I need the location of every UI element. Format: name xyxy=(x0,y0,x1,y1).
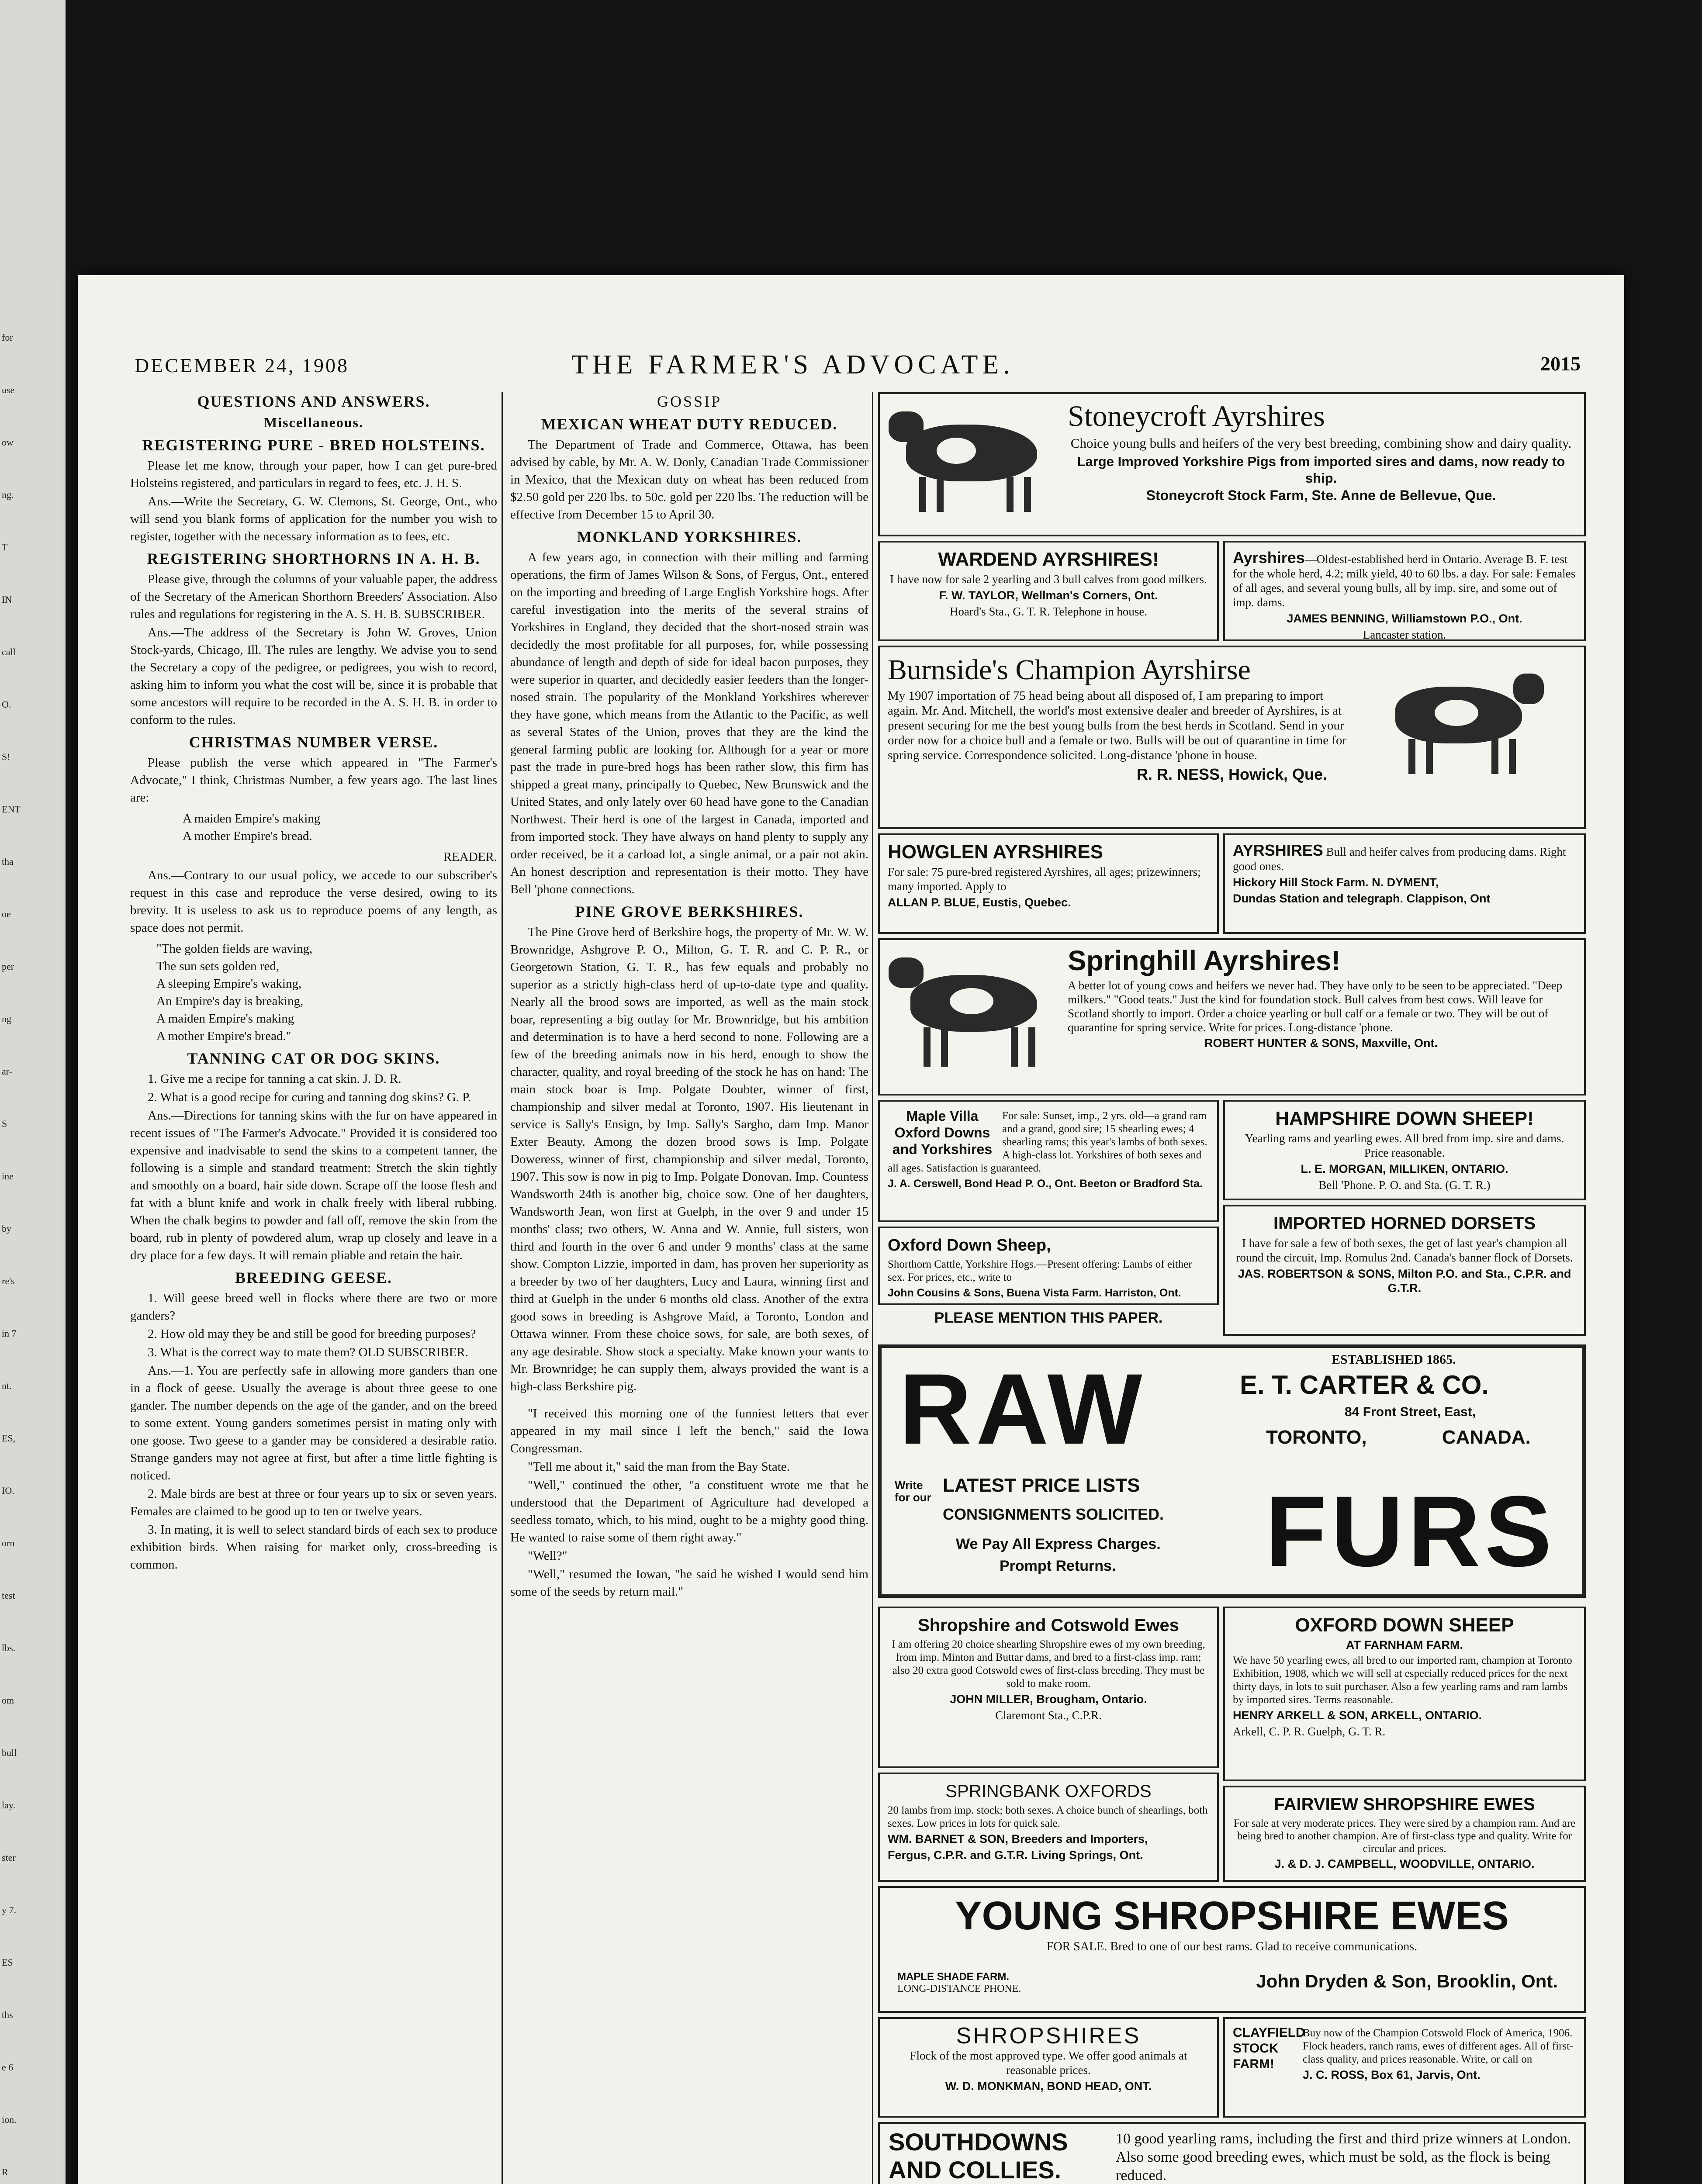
article-heading: PINE GROVE BERKSHIRES. xyxy=(575,903,804,920)
established-line: ESTABLISHED 1865. xyxy=(1332,1352,1456,1367)
express-charges: We Pay All Express Charges. xyxy=(956,1536,1161,1552)
page-header xyxy=(135,349,1581,380)
price-lists: LATEST PRICE LISTS xyxy=(943,1475,1140,1496)
article-paragraph: 1. Will geese breed well in flocks where there are two or more ganders? xyxy=(130,1291,497,1323)
article-paragraph: A few years ago, in connection with their milling and farming operations, the firm of James Wilson & Sons, of Fergus, Ont., entered on the importing and breeding of Large English Yorkshire hogs. After careful investigation into the merits of the several strains of Yorkshires in England, they decided that the short-nosed strain was decidedly the most profitable for all purposes, for, while possessing abundance of length and depth of side for ideal bacon purposes, they were superior in quarter, and decidedly easier feeders than the longer-nosed strain. The popularity of the Monkland Yorkshires wherever they have gone, which means from the Atlantic to the Pacific, as well as several States of the Union, proves that they are the kind the general farming public are looking for. Although for a year or more past the trade in pure-bred hogs has been rather slow, this firm has shipped a great many, principally to Quebec, New Brunswick and the United States, and only lately over 60 head have gone to the Canadian Northwest. Their herd is one of the largest in Canada, imported and from imported stock. They have always on hand plenty to supply any order received, be it a carload lot, a single animal, or a pair not akin. An honest description and representation is their motto. They have Bell 'phone connections. xyxy=(510,550,868,896)
article-heading: TANNING CAT OR DOG SKINS. xyxy=(187,1050,440,1067)
fragment-text: ster xyxy=(2,1852,16,1863)
fragment-text: ng. xyxy=(2,489,14,500)
fragment-text: lbs. xyxy=(2,1642,16,1653)
article-paragraph: "I received this morning one of the funniest letters that ever appeared in my mail since I left the bench," said the Iowa Congressman. xyxy=(510,1406,868,1455)
ad-footer: JAMES BENNING, Williamstown P.O., Ont. xyxy=(1287,612,1522,625)
article-paragraph: Ans.—Write the Secretary, G. W. Clemons, St. George, Ont., who will send you blank forms of application for the number you wish to register, together with the necessary information as to fees, etc. xyxy=(130,494,497,543)
fragment-text: O. xyxy=(2,699,11,710)
ad-text: Choice young bulls and heifers of the very best breeding, combining show and dairy quality. xyxy=(1070,435,1572,451)
ad-text: 10 good yearling rams, including the first and third prize winners at London. Also some good breeding ewes, which must be sold, as the flock is being reduced. xyxy=(1116,2131,1571,2184)
fragment-text: ES, xyxy=(2,1433,16,1444)
ad-title: FAIRVIEW SHROPSHIRE EWES xyxy=(1274,1795,1535,1814)
fragment-text: ENT xyxy=(2,804,21,815)
fragment-text: S xyxy=(2,1118,7,1129)
article-paragraph: READER. xyxy=(443,850,497,864)
ad-footer: Dundas Station and telegraph. Clappison, Ont xyxy=(1233,892,1491,905)
fragment-text: ow xyxy=(2,437,14,448)
ad-southdowns-collies xyxy=(878,2122,1586,2184)
fragment-text: per xyxy=(2,961,14,972)
ad-text: Bull and heifer calves from producing dams. Right good ones. xyxy=(1233,845,1566,873)
ad-footer: Stoneycroft Stock Farm, Ste. Anne de Bellevue, Que. xyxy=(1146,487,1496,503)
cow-illustration xyxy=(1369,665,1535,778)
fragment-text: ng xyxy=(2,1013,11,1024)
ad-title: WARDEND AYRSHIRES! xyxy=(938,549,1159,570)
fragment-text: call xyxy=(2,646,16,657)
fragment-text: lay. xyxy=(2,1800,15,1811)
ad-title: OXFORD DOWN SHEEP xyxy=(1295,1614,1514,1636)
ad-footer: Fergus, C.P.R. and G.T.R. Living Springs, Ont. xyxy=(888,1849,1143,1862)
ad-footer: John Dryden & Son, Brooklin, Ont. xyxy=(1256,1971,1558,1991)
column-divider xyxy=(872,392,873,2184)
ad-title: IMPORTED HORNED DORSETS xyxy=(1273,1214,1536,1233)
ad-footer: R. R. NESS, Howick, Que. xyxy=(1136,765,1328,783)
ad-hickory-hill xyxy=(1223,833,1586,934)
fragment-text: ES xyxy=(2,1957,13,1968)
ad-footer: J. A. Cerswell, Bond Head P. O., Ont. Beeton or Bradford Sta. xyxy=(888,1178,1203,1190)
article-paragraph: "Well," resumed the Iowan, "he said he wished I would send him some of the seeds by return mail." xyxy=(510,1567,868,1599)
article-heading: REGISTERING PURE - BRED HOLSTEINS. xyxy=(142,436,485,454)
ad-text: Shorthorn Cattle, Yorkshire Hogs.—Present offering: Lambs of either sex. For prices, etc., write to xyxy=(888,1258,1192,1283)
ad-text: We have 50 yearling ewes, all bred to our imported ram, champion at Toronto Exhibition, 1908, which we will sell at especially reduced prices for the next thirty days, in lots to suit purchaser. Also a few yearling rams and ram lambs by imported sires. Terms reasonable. xyxy=(1233,1655,1572,1706)
ad-title: SOUTHDOWNS AND COLLIES. xyxy=(889,2128,1068,2184)
column-questions-answers xyxy=(130,392,497,1574)
ad-footer: Claremont Sta., C.P.R. xyxy=(995,1709,1102,1722)
article-paragraph: "Tell me about it," said the man from the Bay State. xyxy=(528,1460,790,1474)
fragment-text: S! xyxy=(2,751,10,762)
verse-lines: "The golden fields are waving, The sun sets golden red, A sleeping Empire's waking, An Empire's day is breaking, A maiden Empire's making A mother Empire's bread." xyxy=(156,942,313,1043)
fragment-text: test xyxy=(2,1590,15,1601)
ad-springbank xyxy=(878,1773,1219,1882)
mention-paper-notice: PLEASE MENTION THIS PAPER. xyxy=(934,1310,1163,1326)
article-paragraph: 3. In mating, it is well to select standard birds of each sex to produce exhibition birds. When raising for market only, cross-breeding is common. xyxy=(130,1523,497,1572)
ad-title: Burnside's Champion Ayrshirse xyxy=(888,654,1251,686)
ad-horned-dorsets xyxy=(1223,1205,1586,1336)
ad-title: Springhill Ayrshires! xyxy=(1068,945,1341,976)
fragment-text: orn xyxy=(2,1538,15,1548)
ad-text: Hickory Hill Stock Farm. N. DYMENT, xyxy=(1233,876,1439,889)
ad-text: Buy now of the Champion Cotswold Flock of America, 1906. Flock headers, ranch rams, ewes of different ages. All of first-class quality, and prices reasonable. Write, or call on xyxy=(1303,2027,1574,2065)
ad-burnside xyxy=(878,646,1586,829)
ad-title: Oxford Down Sheep, xyxy=(888,1236,1051,1254)
fragment-text: by xyxy=(2,1223,11,1234)
company-name: E. T. CARTER & CO. xyxy=(1240,1370,1489,1400)
article-paragraph: "Well?" xyxy=(528,1549,567,1563)
cow-illustration xyxy=(889,407,1055,516)
ad-text: Large Improved Yorkshire Pigs from imported sires and dams, now ready to ship. xyxy=(1077,454,1565,486)
ad-footer: Bell 'Phone. P. O. and Sta. (G. T. R.) xyxy=(1318,1178,1491,1192)
adjacent-page-fragment xyxy=(0,0,66,2184)
fragment-text: om xyxy=(2,1695,14,1706)
article-paragraph: Please give, through the columns of your valuable paper, the address of the Secretary of the American Shorthorn Breeders' Association. Also rules and regulations for registering in the A. S. H. B. SUBSCRIBER. xyxy=(130,572,497,621)
ad-title: SHROPSHIRES xyxy=(956,2023,1141,2049)
ad-footer: J. C. ROSS, Box 61, Jarvis, Ont. xyxy=(1303,2068,1481,2081)
ad-footer: John Cousins & Sons, Buena Vista Farm. Harriston, Ont. xyxy=(888,1287,1181,1299)
ad-text: Flock of the most approved type. We offer good animals at reasonable prices. xyxy=(910,2049,1187,2077)
article-paragraph: Ans.—The address of the Secretary is John W. Groves, Union Stock-yards, Chicago, Ill. The rules are lengthy. We advise you to send the Secretary a copy of the pedigree, or pedigrees, you wish to record, asking him to inform you what the cost will be, since it is probable that some ancestors will require to be recorded in the A. S. H. B. in order to conform to the rules. xyxy=(130,625,497,727)
write-prompt: Write for our xyxy=(895,1479,931,1504)
ad-title: HOWGLEN AYRSHIRES xyxy=(888,841,1104,863)
ad-stoneycroft xyxy=(878,392,1586,536)
article-heading: MEXICAN WHEAT DUTY REDUCED. xyxy=(541,415,838,433)
fragment-text: ths xyxy=(2,2009,13,2020)
ad-fairview xyxy=(1223,1786,1586,1882)
fragment-text: tha xyxy=(2,856,14,867)
section-title: QUESTIONS AND ANSWERS. xyxy=(197,393,430,410)
fragment-text: in 7 xyxy=(2,1328,17,1339)
issue-date: DECEMBER 24, 1908 xyxy=(135,354,349,377)
advertisements-area xyxy=(878,392,1586,2184)
fragment-text: re's xyxy=(2,1275,15,1286)
ad-maple-villa xyxy=(878,1100,1219,1222)
phone-note: LONG-DISTANCE PHONE. xyxy=(897,1983,1021,1994)
article-paragraph: Ans.—Contrary to our usual policy, we accede to our subscriber's request in this case and reproduce the verse desired, owing to its brevity. It is useless to ask us to reproduce poems of any length, as space does not permit. xyxy=(130,868,497,935)
ad-text: For sale: 75 pure-bred registered Ayrshires, all ages; prizewinners; many imported. Apply to xyxy=(888,865,1201,893)
ad-title: CLAYFIELD STOCK FARM! xyxy=(1233,2025,1305,2071)
ad-text: FOR SALE. Bred to one of our best rams. Glad to receive communications. xyxy=(1046,1940,1418,1953)
ad-title: Shropshire and Cotswold Ewes xyxy=(918,1616,1179,1635)
ad-footer: JOHN MILLER, Brougham, Ontario. xyxy=(950,1693,1147,1706)
ad-footer: Lancaster station. xyxy=(1363,628,1446,641)
ad-wardend xyxy=(878,541,1219,641)
ad-clayfield xyxy=(1223,2017,1586,2118)
verse-lines: A maiden Empire's making A mother Empire's bread. xyxy=(183,812,321,843)
fragment-text: R xyxy=(2,2167,8,2177)
ad-text: I am offering 20 choice shearling Shropshire ewes of my own breeding, from imp. Minton and Buttar dams, and bred to a first-class imp. ram; also 20 extra good Cotswold ewes of first-class breeding. They must be sold to make room. xyxy=(892,1638,1205,1690)
ad-title: Stoneycroft Ayrshires xyxy=(1068,399,1325,432)
consignments: CONSIGNMENTS SOLICITED. xyxy=(943,1505,1164,1523)
ad-title: AYRSHIRES xyxy=(1233,841,1323,859)
ad-subtitle: AT FARNHAM FARM. xyxy=(1346,1638,1463,1652)
fragment-text: oe xyxy=(2,909,11,919)
cow-illustration xyxy=(889,957,1055,1071)
ad-text: A better lot of young cows and heifers we never had. They have only to be seen to be appreciated. "Deep milkers." "Good teats." Just the kind for foundation stock. Bull calves from best cows. Will leave for Scotland shortly to import. Order a choice yearling or bull calf or a female or two. They will be out of quarantine for spring service. Write for prices. Long-distance 'phone. xyxy=(1068,979,1563,1034)
ad-footer: JAS. ROBERTSON & SONS, Milton P.O. and Sta., C.P.R. and G.T.R. xyxy=(1238,1267,1571,1295)
column-gossip xyxy=(510,392,868,1601)
fragment-text: y 7. xyxy=(2,1904,16,1915)
company-city: TORONTO, CANADA. xyxy=(1266,1427,1531,1448)
ad-title: Ayrshires xyxy=(1233,549,1305,567)
masthead-title: THE FARMER'S ADVOCATE. xyxy=(571,350,1014,380)
fragment-text: nt. xyxy=(2,1380,12,1391)
ad-shropshire-cotswold xyxy=(878,1607,1219,1768)
ad-text: I have for sale a few of both sexes, the get of last year's champion all round the circuit, Imp. Romulus 2nd. Canada's banner flock of Dorsets. xyxy=(1236,1237,1573,1264)
article-paragraph: 3. What is the correct way to mate them? OLD SUBSCRIBER. xyxy=(148,1345,469,1359)
fragment-text: T xyxy=(2,542,8,553)
ad-footer: WM. BARNET & SON, Breeders and Importers, xyxy=(888,1832,1148,1845)
article-paragraph: Please let me know, through your paper, how I can get pure-bred Holsteins registered, and particulars in regard to fees, etc. J. H. S. xyxy=(130,459,497,490)
ad-footer: F. W. TAYLOR, Wellman's Corners, Ont. xyxy=(939,589,1158,602)
ad-text: My 1907 importation of 75 head being about all disposed of, I am preparing to import again. Mr. And. Mitchell, the world's most extensive dealer and breeder of Ayrshires, is at present securing for me the best young bulls from the best herds in Scotland. Send in your order now for a choice bull and a female or two. Bulls will be out of quarantine in time for spring service. Correspondence solicited. Long-distance 'phone in house. xyxy=(888,689,1347,762)
company-address: 84 Front Street, East, xyxy=(1345,1405,1476,1419)
article-paragraph: Please publish the verse which appeared in "The Farmer's Advocate," I think, Christmas Number, a few years ago. The last lines are: xyxy=(130,756,497,805)
article-paragraph: Ans.—Directions for tanning skins with the fur on have appeared in recent issues of "The Farmer's Advocate." Provided it is considered too expensive and inadvisable to send the skins to a competent tanner, the following is a simple and standard treatment: Stretch the skin tightly and smoothly on a board, hair side down. Scrape off the loose flesh and fat with a blunt knife and work in chalk freely with liberal rubbing. When the chalk begins to powder and fall off, remove the skin from the board, rub in plenty of powdered alum, wrap up closely and leave in a dry place for a few days. It will remain pliable and retain the hair. xyxy=(130,1109,497,1262)
article-paragraph: 2. How old may they be and still be good for breeding purposes? xyxy=(148,1327,476,1341)
article-paragraph: 1. Give me a recipe for tanning a cat skin. J. D. R. xyxy=(148,1072,401,1086)
ad-title: Maple Villa Oxford Downs and Yorkshires xyxy=(892,1108,993,1157)
fragment-text: e 6 xyxy=(2,2062,14,2073)
gossip-title: GOSSIP xyxy=(657,393,722,410)
ad-title: YOUNG SHROPSHIRE EWES xyxy=(955,1894,1509,1938)
ad-carter-raw-furs xyxy=(878,1344,1586,1598)
fragment-text: IN xyxy=(2,594,12,605)
ad-title: SPRINGBANK OXFORDS xyxy=(945,1782,1152,1801)
raw-headline: RAW xyxy=(899,1353,1147,1465)
fragment-text: ine xyxy=(2,1171,14,1182)
fragment-text: ion. xyxy=(2,2114,17,2125)
ad-footer: HENRY ARKELL & SON, ARKELL, ONTARIO. xyxy=(1233,1709,1482,1722)
ad-text: 20 lambs from imp. stock; both sexes. A choice bunch of shearlings, both sexes. Low prices in lots for quick sale. xyxy=(888,1804,1208,1829)
ad-oxford-cousins xyxy=(878,1227,1219,1305)
ad-benning-ayrshires xyxy=(1223,541,1586,641)
article-paragraph: "Well," continued the other, "a constituent wrote me that he understood that the Department of Agriculture had developed a seedless tomato, which, to his mind, ought to be a mighty good thing. He wanted to raise some of them right away." xyxy=(510,1478,868,1545)
fragment-text: bull xyxy=(2,1747,17,1758)
ad-text: For sale at very moderate prices. They were sired by a champion ram. And are being bred to another champion. Are of first-class type and quality. Write for circular and prices. xyxy=(1233,1818,1576,1855)
ad-footer: L. E. MORGAN, MILLIKEN, ONTARIO. xyxy=(1301,1162,1508,1175)
article-heading: MONKLAND YORKSHIRES. xyxy=(577,528,802,546)
article-heading: REGISTERING SHORTHORNS IN A. H. B. xyxy=(147,550,481,567)
fragment-text: IO. xyxy=(2,1485,14,1496)
fragment-text: for xyxy=(2,332,13,343)
ad-monkman-shropshires xyxy=(878,2017,1219,2118)
article-paragraph: 2. What is a good recipe for curing and tanning dog skins? G. P. xyxy=(148,1090,471,1104)
fragment-text: use xyxy=(2,384,15,395)
ad-footer: Hoard's Sta., G. T. R. Telephone in house. xyxy=(949,605,1148,618)
article-separator xyxy=(510,1396,868,1405)
article-paragraph: The Pine Grove herd of Berkshire hogs, the property of Mr. W. W. Brownridge, Ashgrove P. O., Milton, G. T. R. and C. P. R., or Georgetown Station, G. T. R., has few equals and probably no superior as a strictly high-class herd of up-to-date type and quality. Nearly all the brood sows are imported, as well as the main stock boar, representing a big outlay for Mr. Brownridge, but his ambition and determination is to have a herd second to none. Following are a few of the breeding animals now in his herd, enough to show the character, quality, and royal breeding of the stock he has on hand: The main stock boar is Imp. Polgate Doubter, winner of first, championship and silver medal at Toronto, 1907. His lieutenant in service is Sally's Ensign, by Imp. Sally's Sargho, dam Imp. Manor Exter Beauty. Among the dozen brood sows is Imp. Polgate Doweress, winner of first, championship and silver medal, Toronto, 1907. This sow is now in pig to Imp. Polgate Donovan. Imp. Countess Wandsworth 24th is another big, choice sow. One of her daughters, Wandsworth Jean, won first at Guelph, in the over 9 and under 15 months' class; two others, W. Anna and W. Annie, full sisters, won third and fourth in the over 6 and under 9 months' class at the same show. Compton Lizzie, imported in dam, has proven her superiority as a breeder by two of her daughters, Lucy and Laura, winning first and third at Guelph in the under 6 months old class. Another of the extra good sows in breeding is Ashgrove Maid, a Toronto, London and Ottawa winner. From these choice sows, for sale, are both sexes, of any age desirable. Show stock a specialty. Make known your wants to Mr. Brownridge; he can supply them, always provided the want is a high-class Berkshire pig. xyxy=(510,925,868,1393)
prompt-returns: Prompt Returns. xyxy=(1000,1558,1116,1574)
article-heading: BREEDING GEESE. xyxy=(235,1269,393,1286)
ad-springhill xyxy=(878,938,1586,1095)
newspaper-page xyxy=(78,275,1624,2184)
article-paragraph: Ans.—1. You are perfectly safe in allowing more ganders than one in a flock of geese. Usually the average is about three geese to one gander. The number depends on the age of the gander, and on the breed to some extent. Young ganders sometimes persist in mating only with one goose. Two geese to a gander may be considered a desirable ratio. Strange ganders may not agree at first, but after a time little fighting is noticed. xyxy=(130,1364,497,1482)
ad-hampshire-down xyxy=(1223,1100,1586,1200)
furs-headline: FURS xyxy=(1265,1475,1556,1587)
ad-text: I have now for sale 2 yearling and 3 bull calves from good milkers. xyxy=(890,573,1207,586)
ad-footer: Arkell, C. P. R. Guelph, G. T. R. xyxy=(1233,1725,1386,1738)
ad-footer: W. D. MONKMAN, BOND HEAD, ONT. xyxy=(945,2080,1152,2093)
ad-text: Yearling rams and yearling ewes. All bred from imp. sire and dams. Price reasonable. xyxy=(1245,1132,1564,1159)
article-paragraph: 2. Male birds are best at three or four years up to six or seven years. Females are claimed to be good up to ten or twelve years. xyxy=(130,1487,497,1518)
ad-young-shropshire-ewes xyxy=(878,1886,1586,2013)
ad-text: For sale: Sunset, imp., 2 yrs. old—a grand ram and a grand, good sire; 15 shearling ewes; 4 shearling rams; this year's lambs of both sexes. A high-class lot. Yorkshires of both sexes and all ages. Satisfaction is guaranteed. xyxy=(888,1110,1207,1174)
ad-title: HAMPSHIRE DOWN SHEEP! xyxy=(1275,1108,1534,1129)
ad-footer: ALLAN P. BLUE, Eustis, Quebec. xyxy=(888,896,1071,909)
column-divider xyxy=(502,392,503,2184)
ad-footer: ROBERT HUNTER & SONS, Maxville, Ont. xyxy=(1204,1037,1438,1050)
section-subtitle: Miscellaneous. xyxy=(264,415,363,430)
article-paragraph: The Department of Trade and Commerce, Ottawa, has been advised by cable, by Mr. A. W. Donly, Canadian Trade Commissioner in Mexico, that the Mexican duty on wheat has been reduced from $2.50 gold per 220 lbs. to 50c. gold per 220 lbs. The reduction will be effective from December 15 to April 30. xyxy=(510,438,868,522)
farm-name: MAPLE SHADE FARM. xyxy=(897,1971,1010,1983)
ad-howglen xyxy=(878,833,1219,934)
ad-footer: J. & D. J. CAMPBELL, WOODVILLE, ONTARIO. xyxy=(1274,1857,1535,1870)
ad-oxford-farnham xyxy=(1223,1607,1586,1781)
article-heading: CHRISTMAS NUMBER VERSE. xyxy=(189,733,439,751)
page-number: 2015 xyxy=(1540,352,1581,375)
ad-text: —Oldest-established herd in Ontario. Average B. F. test for the whole herd, 4.2; milk yield, 40 to 60 lbs. a day. For sale: Females of all ages, and several young bulls, all by imp. sire, and some out of imp. dams. xyxy=(1233,553,1576,609)
fragment-text: ar- xyxy=(2,1066,12,1077)
